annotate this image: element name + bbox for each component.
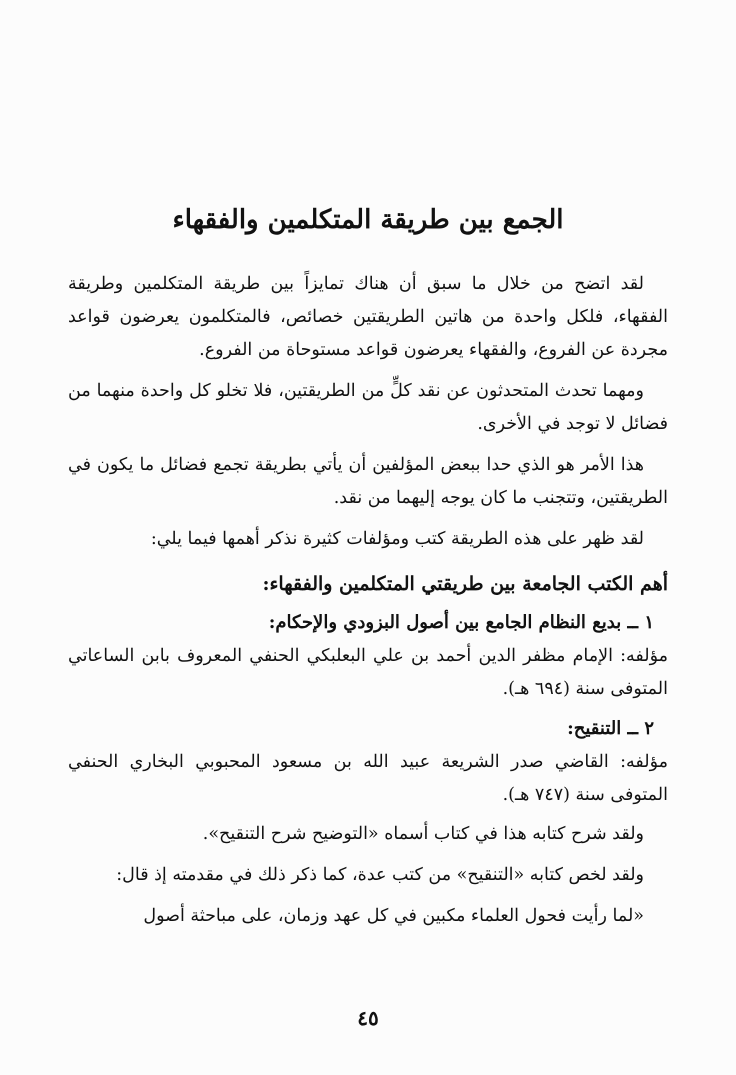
- book-1-author: مؤلفه: الإمام مظفر الدين أحمد بن علي البعلبكي الحنفي المعروف بابن الساعاتي المتوفى سنة (٦٩٤ هـ).: [68, 646, 668, 699]
- critique-paragraph: ومهما تحدث المتحدثون عن نقد كلٍّ من الطريقتين، فلا تخلو كل واحدة منهما من فضائل لا توجد في الأخرى.: [68, 381, 668, 434]
- page-body: [68, 268, 668, 941]
- intro-paragraph: لقد اتضح من خلال ما سبق أن هناك تمايزاً بين طريقة المتكلمين وطريقة الفقهاء، فلكل واحدة من هاتين الطريقتين خصائص، فالمتكلمون يعرضون قواعد مجردة عن الفروع، والفقهاء يعرضون قواعد مستوحاة من الفروع.: [68, 274, 668, 360]
- book-2-commentary: ولقد شرح كتابه هذا في كتاب أسماه «التوضيح شرح التنقيح».: [202, 824, 644, 844]
- book-2-summary: ولقد لخص كتابه «التنقيح» من كتب عدة، كما ذكر ذلك في مقدمته إذ قال:: [116, 865, 644, 885]
- book-2-quote: «لما رأيت فحول العلماء مكبين في كل عهد وزمان، على مباحثة أصول: [143, 906, 644, 926]
- section-heading: أهم الكتب الجامعة بين طريقتي المتكلمين والفقهاء:: [262, 573, 668, 595]
- book-1-title: ١ ــ بديع النظام الجامع بين أصول البزودي والإحكام:: [268, 612, 654, 633]
- book-2-title: ٢ ــ التنقيح:: [567, 718, 654, 739]
- books-intro-paragraph: لقد ظهر على هذه الطريقة كتب ومؤلفات كثيرة نذكر أهمها فيما يلي:: [150, 529, 644, 549]
- page-title: الجمع بين طريقة المتكلمين والفقهاء: [172, 205, 564, 235]
- combination-paragraph: هذا الأمر هو الذي حدا ببعض المؤلفين أن يأتي بطريقة تجمع فضائل ما يكون في الطريقتين، وتتجنب ما كان يوجه إليهما من نقد.: [68, 455, 668, 508]
- page-number: ٤٥: [357, 1006, 379, 1030]
- book-2-author: مؤلفه: القاضي صدر الشريعة عبيد الله بن مسعود المحبوبي البخاري الحنفي المتوفى سنة (٧٤٧ هـ).: [68, 752, 668, 805]
